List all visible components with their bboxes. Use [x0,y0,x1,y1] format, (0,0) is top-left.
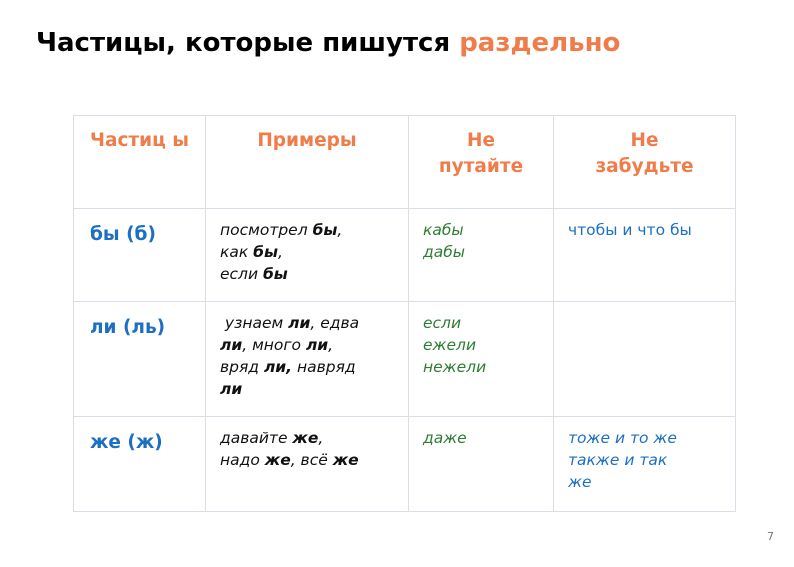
example-text: посмотрел [220,221,313,239]
example-line [220,263,394,285]
example-text: если [220,265,263,283]
slide-title [36,28,620,58]
header-examples: Примеры [206,116,409,209]
header-remember: Не забудьте [554,116,736,209]
cell-line: если [423,314,462,332]
example-line [220,219,394,241]
example-line [220,427,394,449]
example-line [220,241,394,263]
cell-line: же [568,473,592,491]
cell-line: ежели [423,336,477,354]
example-line [220,312,394,334]
confuse-cell [409,417,554,512]
cell-line: нежели [423,358,487,376]
example-line [220,334,394,356]
example-text: , [328,336,334,354]
particle-highlight: бы [253,243,278,261]
example-line [220,378,394,400]
cell-line: даже [423,429,467,447]
remember-cell [554,302,736,417]
remember-cell [554,209,736,302]
example-line [220,449,394,471]
particles-table [73,115,736,512]
example-text: , всё [290,451,333,469]
cell-line: чтобы и что бы [568,221,692,239]
example-text: , [318,429,324,447]
table-row [74,417,736,512]
example-text: давайте [220,429,293,447]
title-main: Частицы, которые пишутся [36,28,460,58]
cell-line: дабы [423,243,466,261]
table-row [74,209,736,302]
examples-cell [206,302,409,417]
particle-highlight: ли [305,336,329,354]
remember-cell [554,417,736,512]
example-text: навряд [292,358,356,376]
table-header-row [74,116,736,209]
example-text: , [337,221,343,239]
particle-highlight: бы [262,265,288,283]
particle-highlight: же [292,429,319,447]
particle-highlight: ли [220,380,243,398]
example-text: вряд [220,358,264,376]
particle-highlight: же [264,451,291,469]
cell-line: тоже и то же [568,429,677,447]
particle-cell: ли (ль) [74,302,206,417]
example-text: как [220,243,254,261]
confuse-cell [409,302,554,417]
particle-cell: бы (б) [74,209,206,302]
particle-highlight: ли [220,336,243,354]
title-accent: раздельно [459,28,621,58]
header-confuse: Не путайте [409,116,554,209]
example-text: надо [220,451,265,469]
particle-cell: же (ж) [74,417,206,512]
example-line [220,356,394,378]
examples-cell [206,417,409,512]
particle-highlight: бы [312,221,338,239]
example-text: , [278,243,283,261]
page-number: 7 [767,530,774,543]
examples-cell [206,209,409,302]
particle-highlight: же [332,451,359,469]
header-particles: Частиц ы [74,116,206,209]
confuse-cell [409,209,554,302]
example-text: узнаем [220,314,289,332]
cell-line: также и так [568,451,668,469]
example-text: , много [242,336,306,354]
cell-line: кабы [423,221,464,239]
example-text: , едва [310,314,360,332]
particle-highlight: ли, [263,358,293,376]
table-row [74,302,736,417]
particle-highlight: ли [288,314,311,332]
